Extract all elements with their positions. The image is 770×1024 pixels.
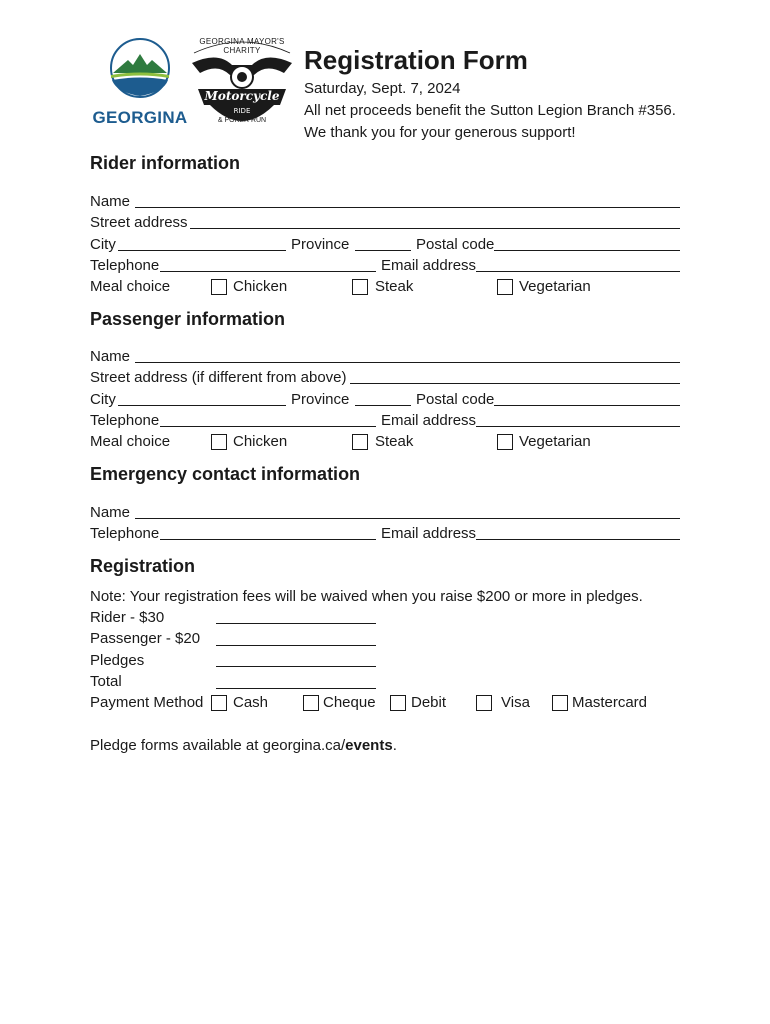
- rider-street-field[interactable]: [190, 228, 680, 229]
- event-date: Saturday, Sept. 7, 2024: [304, 80, 461, 97]
- passenger-telephone-label: Telephone: [90, 412, 160, 429]
- rider-email-label: Email address: [381, 257, 477, 274]
- rider-chicken-checkbox[interactable]: [211, 279, 227, 295]
- badge-ride-text: RIDE: [233, 107, 251, 115]
- passenger-fee-label: Passenger - $20: [90, 630, 201, 647]
- rider-street-label: Street address: [90, 214, 188, 231]
- passenger-vegetarian-checkbox[interactable]: [497, 434, 513, 450]
- rider-telephone-field[interactable]: [160, 271, 376, 272]
- passenger-fee-field[interactable]: [216, 645, 376, 646]
- passenger-province-label: Province: [291, 391, 350, 408]
- rider-postal-field[interactable]: [494, 250, 680, 251]
- cheque-checkbox[interactable]: [303, 695, 319, 711]
- motorcycle-ride-badge: [188, 33, 296, 133]
- thank-you-note: We thank you for your generous support!: [304, 124, 576, 141]
- debit-checkbox[interactable]: [390, 695, 406, 711]
- georgina-logo: [92, 38, 188, 130]
- rider-postal-label: Postal code: [416, 236, 495, 253]
- passenger-email-field[interactable]: [476, 426, 680, 427]
- rider-fee-field[interactable]: [216, 623, 376, 624]
- total-label: Total: [90, 673, 122, 690]
- page-title: Registration Form: [304, 45, 528, 75]
- rider-province-field[interactable]: [355, 250, 411, 251]
- pledge-forms-note: [90, 737, 397, 755]
- emergency-email-field[interactable]: [476, 539, 680, 540]
- mastercard-checkbox[interactable]: [552, 695, 568, 711]
- passenger-city-label: City: [90, 391, 116, 408]
- pledge-forms-prefix: Pledge forms available at georgina.ca/: [90, 737, 346, 754]
- passenger-name-label: Name: [90, 348, 131, 365]
- passenger-street-label: Street address (if different from above): [90, 369, 347, 386]
- emergency-email-label: Email address: [381, 525, 477, 542]
- passenger-chicken-checkbox[interactable]: [211, 434, 227, 450]
- rider-heading: Rider information: [90, 153, 241, 173]
- cheque-label: Cheque: [323, 694, 376, 711]
- badge-top-text: GEORGINA MAYOR'S CHARITY: [199, 37, 285, 55]
- rider-steak-label: Steak: [375, 278, 414, 295]
- rider-steak-checkbox[interactable]: [352, 279, 368, 295]
- passenger-name-field[interactable]: [135, 362, 680, 363]
- emergency-name-label: Name: [90, 504, 131, 521]
- rider-name-label: Name: [90, 193, 131, 210]
- passenger-street-field[interactable]: [350, 383, 680, 384]
- passenger-heading: Passenger information: [90, 309, 286, 329]
- payment-method-label: Payment Method: [90, 694, 204, 711]
- emergency-name-field[interactable]: [135, 518, 680, 519]
- debit-label: Debit: [411, 694, 447, 711]
- passenger-steak-label: Steak: [375, 433, 414, 450]
- rider-telephone-label: Telephone: [90, 257, 160, 274]
- passenger-province-field[interactable]: [355, 405, 411, 406]
- rider-name-field[interactable]: [135, 207, 680, 208]
- rider-city-label: City: [90, 236, 116, 253]
- passenger-meal-label: Meal choice: [90, 433, 171, 450]
- pledges-field[interactable]: [216, 666, 376, 667]
- rider-email-field[interactable]: [476, 271, 680, 272]
- emergency-telephone-field[interactable]: [160, 539, 376, 540]
- cash-label: Cash: [233, 694, 269, 711]
- badge-motorcycle-text: Motorcycle: [204, 89, 280, 103]
- rider-chicken-label: Chicken: [233, 278, 288, 295]
- pledge-forms-suffix: .: [392, 737, 397, 754]
- proceeds-note: All net proceeds benefit the Sutton Legion Branch #356.: [304, 102, 676, 119]
- pledges-label: Pledges: [90, 652, 145, 669]
- pledge-forms-link[interactable]: events: [345, 737, 393, 754]
- mastercard-label: Mastercard: [572, 694, 648, 711]
- registration-note: Note: Your registration fees will be waived when you raise $200 or more in pledges.: [90, 588, 643, 605]
- emergency-telephone-label: Telephone: [90, 525, 160, 542]
- emergency-heading: Emergency contact information: [90, 464, 361, 484]
- georgina-wordmark: GEORGINA: [92, 108, 188, 127]
- visa-label: Visa: [501, 694, 530, 711]
- badge-bottom-text: & POKER RUN: [217, 117, 267, 124]
- registration-heading: Registration: [90, 556, 196, 576]
- rider-province-label: Province: [291, 236, 350, 253]
- rider-meal-label: Meal choice: [90, 278, 171, 295]
- rider-vegetarian-checkbox[interactable]: [497, 279, 513, 295]
- rider-vegetarian-label: Vegetarian: [519, 278, 591, 295]
- cash-checkbox[interactable]: [211, 695, 227, 711]
- passenger-chicken-label: Chicken: [233, 433, 288, 450]
- passenger-telephone-field[interactable]: [160, 426, 376, 427]
- visa-checkbox[interactable]: [476, 695, 492, 711]
- rider-city-field[interactable]: [118, 250, 286, 251]
- rider-fee-label: Rider - $30: [90, 609, 165, 626]
- passenger-vegetarian-label: Vegetarian: [519, 433, 591, 450]
- passenger-postal-label: Postal code: [416, 391, 495, 408]
- passenger-postal-field[interactable]: [494, 405, 680, 406]
- passenger-city-field[interactable]: [118, 405, 286, 406]
- passenger-email-label: Email address: [381, 412, 477, 429]
- passenger-steak-checkbox[interactable]: [352, 434, 368, 450]
- total-field[interactable]: [216, 688, 376, 689]
